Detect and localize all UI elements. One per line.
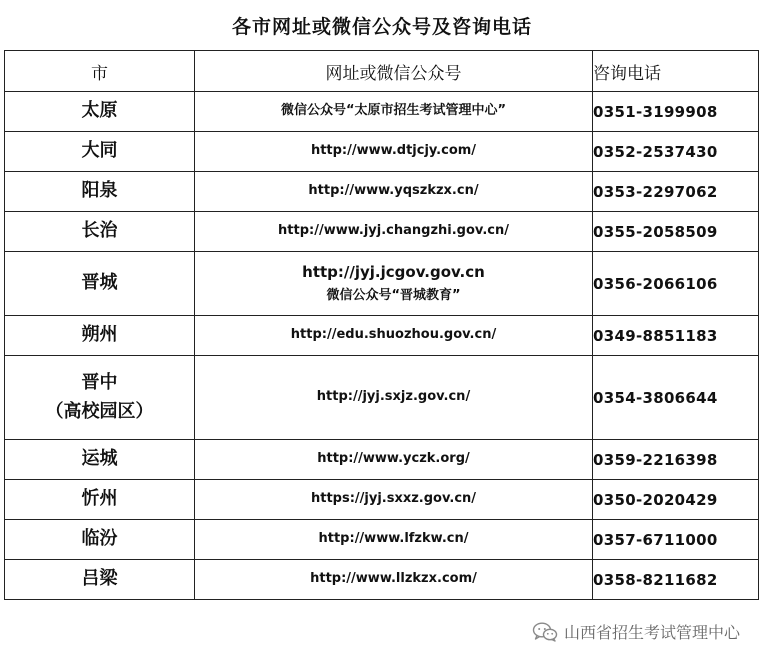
phone-number: 0355-2058509 [593, 212, 759, 252]
source-name: 山西省招生考试管理中心 [563, 623, 740, 642]
city-name [5, 356, 195, 440]
website-link[interactable]: http://www.yqszkzx.cn/ [308, 183, 479, 199]
city-name: 大同 [5, 132, 195, 172]
phone-number: 0350-2020429 [593, 480, 759, 520]
table-row [5, 520, 759, 560]
table-row [5, 212, 759, 252]
site-cell [195, 212, 593, 252]
city-name: 吕梁 [5, 560, 195, 600]
table-row [5, 560, 759, 600]
city-name: 阳泉 [5, 172, 195, 212]
wechat-icon [532, 622, 558, 642]
table-row [5, 480, 759, 520]
source-watermark [532, 620, 740, 643]
phone-number: 0356-2066106 [593, 252, 759, 316]
city-name: 忻州 [5, 480, 195, 520]
website-link[interactable]: http://jyj.jcgov.gov.cn [302, 262, 485, 281]
phone-number: 0359-2216398 [593, 440, 759, 480]
phone-number: 0349-8851183 [593, 316, 759, 356]
header-site: 网址或微信公众号 [195, 51, 593, 92]
table-header-row [5, 51, 759, 92]
website-link[interactable]: http://www.dtjcjy.com/ [310, 143, 477, 159]
site-cell [195, 132, 593, 172]
header-city: 市 [5, 51, 195, 92]
phone-number: 0357-6711000 [593, 520, 759, 560]
table-row [5, 252, 759, 316]
table-row [5, 316, 759, 356]
wechat-account: 微信公众号“太原市招生考试管理中心” [280, 103, 507, 119]
city-name: 朔州 [5, 316, 195, 356]
website-link[interactable]: http://www.lfzkw.cn/ [318, 531, 469, 547]
contact-table [4, 50, 759, 600]
site-cell [195, 480, 593, 520]
site-cell [195, 172, 593, 212]
website-link[interactable]: http://edu.shuozhou.gov.cn/ [290, 327, 497, 343]
city-name: 长治 [5, 212, 195, 252]
city-name: 晋城 [5, 252, 195, 316]
wechat-account: 微信公众号“晋城教育” [326, 288, 461, 304]
city-name: 太原 [5, 92, 195, 132]
site-cell [195, 316, 593, 356]
website-link[interactable]: http://www.llzkzx.com/ [310, 571, 477, 587]
phone-number: 0351-3199908 [593, 92, 759, 132]
table-row [5, 440, 759, 480]
phone-number: 0354-3806644 [593, 356, 759, 440]
site-cell [195, 560, 593, 600]
city-name-line: 晋中 [81, 371, 118, 393]
phone-number: 0352-2537430 [593, 132, 759, 172]
table-row [5, 172, 759, 212]
site-cell [195, 520, 593, 560]
city-name: 运城 [5, 440, 195, 480]
site-cell [195, 356, 593, 440]
city-name-subline: （高校园区） [45, 400, 154, 422]
website-link[interactable]: http://www.jyj.changzhi.gov.cn/ [278, 223, 509, 239]
site-cell [195, 92, 593, 132]
site-cell [195, 252, 593, 316]
table-row [5, 92, 759, 132]
page-title: 各市网址或微信公众号及咨询电话 [231, 16, 532, 38]
city-name: 临汾 [5, 520, 195, 560]
phone-number: 0353-2297062 [593, 172, 759, 212]
website-link[interactable]: https://jyj.sxxz.gov.cn/ [310, 491, 477, 507]
website-link[interactable]: http://www.yczk.org/ [317, 451, 470, 467]
site-cell [195, 440, 593, 480]
table-row [5, 132, 759, 172]
phone-number: 0358-8211682 [593, 560, 759, 600]
table-row [5, 356, 759, 440]
website-link[interactable]: http://jyj.sxjz.gov.cn/ [316, 389, 471, 405]
header-phone: 咨询电话 [593, 51, 759, 92]
